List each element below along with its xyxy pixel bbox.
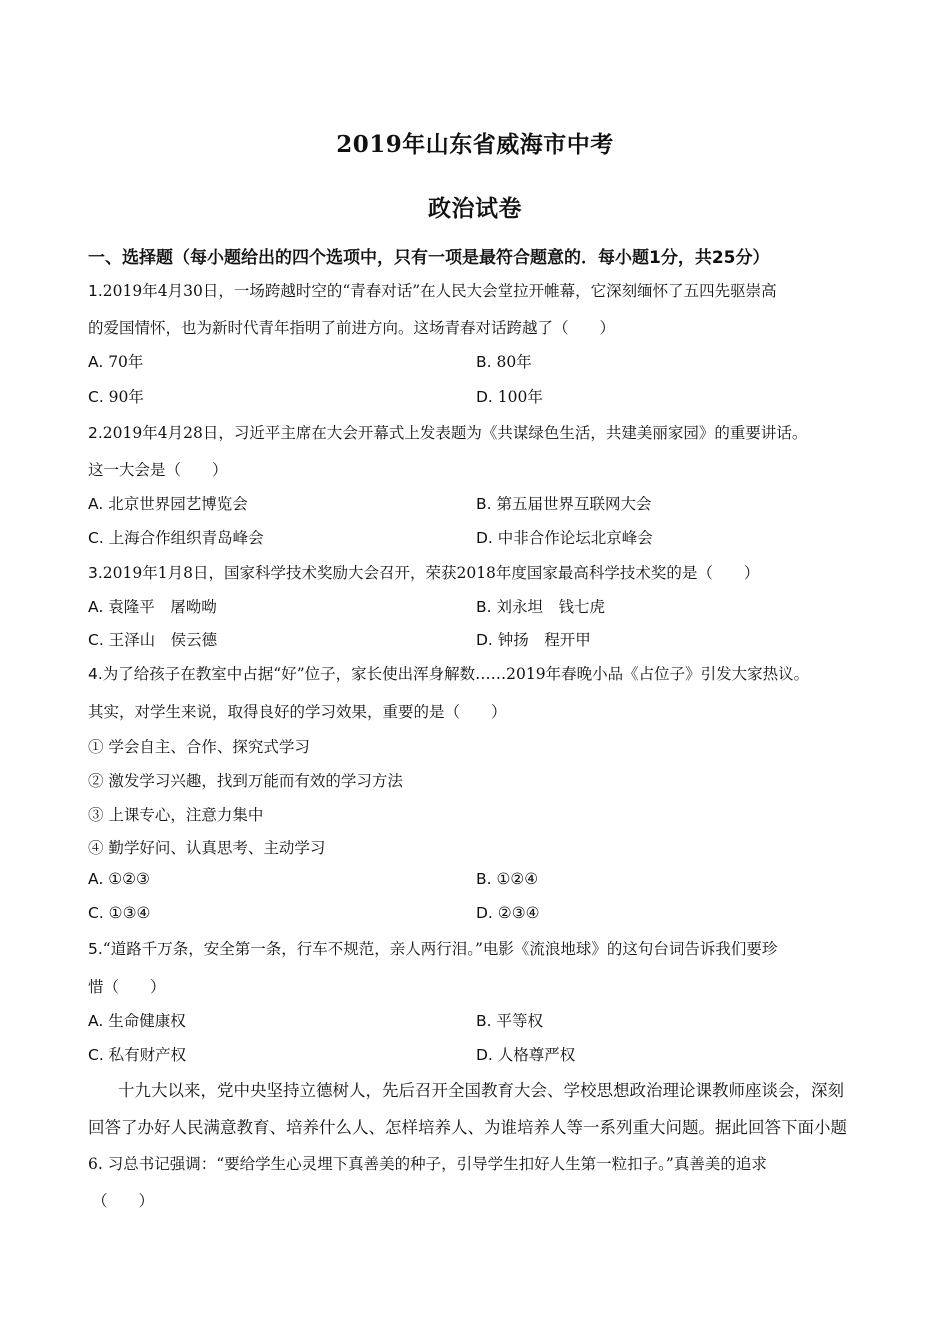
statement-item: ④ 勤学好问、认真思考、主动学习 (88, 839, 326, 857)
option-b: B. 第五届世界互联网大会 (476, 495, 652, 513)
option-b: B. ①②④ (476, 870, 539, 888)
option-c: C. 王泽山 侯云德 (88, 631, 218, 649)
question-number: 3. (88, 564, 103, 582)
exam-title: 2019年山东省威海市中考 (336, 131, 614, 158)
question-number: 4. (88, 665, 103, 683)
option-c: C. 90年 (88, 388, 144, 406)
statement-item: ② 激发学习兴趣，找到万能而有效的学习方法 (88, 772, 403, 790)
question-text: 为了给孩子在教室中占据“好”位子，家长使出浑身解数……2019年春晚小品《占位子》引发大家热议。 (102, 665, 810, 683)
option-d: D. 钟扬 程开甲 (476, 631, 591, 649)
exam-subtitle: 政治试卷 (428, 195, 522, 222)
option-a: A. 北京世界园艺博览会 (88, 495, 248, 513)
question-number: 2. (88, 424, 103, 442)
question-text: 这一大会是（ ） (88, 461, 228, 479)
option-d: D. 中非合作论坛北京峰会 (476, 529, 653, 547)
option-d: D. ②③④ (476, 904, 540, 922)
option-a: A. 70年 (88, 353, 144, 371)
question-text: 其实，对学生来说，取得良好的学习效果，重要的是（ ） (88, 703, 507, 721)
question-text: 2019年4月28日，习近平主席在大会开幕式上发表题为《共谋绿色生活，共建美丽家园》的重要讲话。 (102, 424, 808, 442)
option-a: A. 袁隆平 屠呦呦 (88, 598, 217, 616)
question-text: 惜（ ） (88, 978, 166, 996)
option-a: A. ①②③ (88, 870, 150, 888)
question-text: 2019年4月30日，一场跨越时空的“青春对话”在人民大会堂拉开帷幕，它深刻缅怀了五四先驱崇高 (102, 282, 777, 300)
statement-item: ① 学会自主、合作、探究式学习 (88, 738, 310, 756)
question-text: （ ） (92, 1192, 155, 1210)
passage-line: 十九大以来，党中央坚持立德树人，先后召开全国教育大会、学校思想政治理论课教师座谈会，深刻 (118, 1081, 844, 1100)
option-b: B. 平等权 (476, 1012, 543, 1030)
question-6: 6. 习总书记强调：“要给学生心灵埋下真善美的种子，引导学生扣好人生第一粒扣子。”真善美的追求 (88, 1155, 767, 1173)
option-a: A. 生命健康权 (88, 1012, 186, 1030)
option-d: D. 人格尊严权 (476, 1046, 576, 1064)
question-text: “道路千万条，安全第一条，行车不规范，亲人两行泪。”电影《流浪地球》的这句台词告诉我们要珍 (102, 940, 778, 958)
question-5 (88, 937, 777, 959)
section-heading: 一、选择题（每小题给出的四个选项中，只有一项是最符合题意的．每小题1分，共25分） (88, 248, 770, 268)
question-3 (88, 561, 759, 583)
passage-line: 回答了办好人民满意教育、培养什么人、怎样培养人、为谁培养人等一系列重大问题。据此回答下面小题 (88, 1118, 847, 1137)
question-number: 1. (88, 282, 103, 300)
question-number: 5. (88, 940, 103, 958)
question-text: 2019年1月8日，国家科学技术奖励大会召开，荣获2018年度国家最高科学技术奖的是（ ） (102, 564, 760, 582)
question-text: 的爱国情怀，也为新时代青年指明了前进方向。这场青春对话跨越了（ ） (88, 319, 616, 337)
question-4 (88, 662, 809, 684)
option-c: C. 上海合作组织青岛峰会 (88, 529, 264, 547)
statement-item: ③ 上课专心，注意力集中 (88, 806, 264, 824)
question-1 (88, 279, 777, 301)
option-c: C. ①③④ (88, 904, 151, 922)
option-b: B. 80年 (476, 353, 532, 371)
option-b: B. 刘永坦 钱七虎 (476, 598, 605, 616)
option-c: C. 私有财产权 (88, 1046, 187, 1064)
question-2 (88, 421, 807, 443)
option-d: D. 100年 (476, 388, 543, 406)
